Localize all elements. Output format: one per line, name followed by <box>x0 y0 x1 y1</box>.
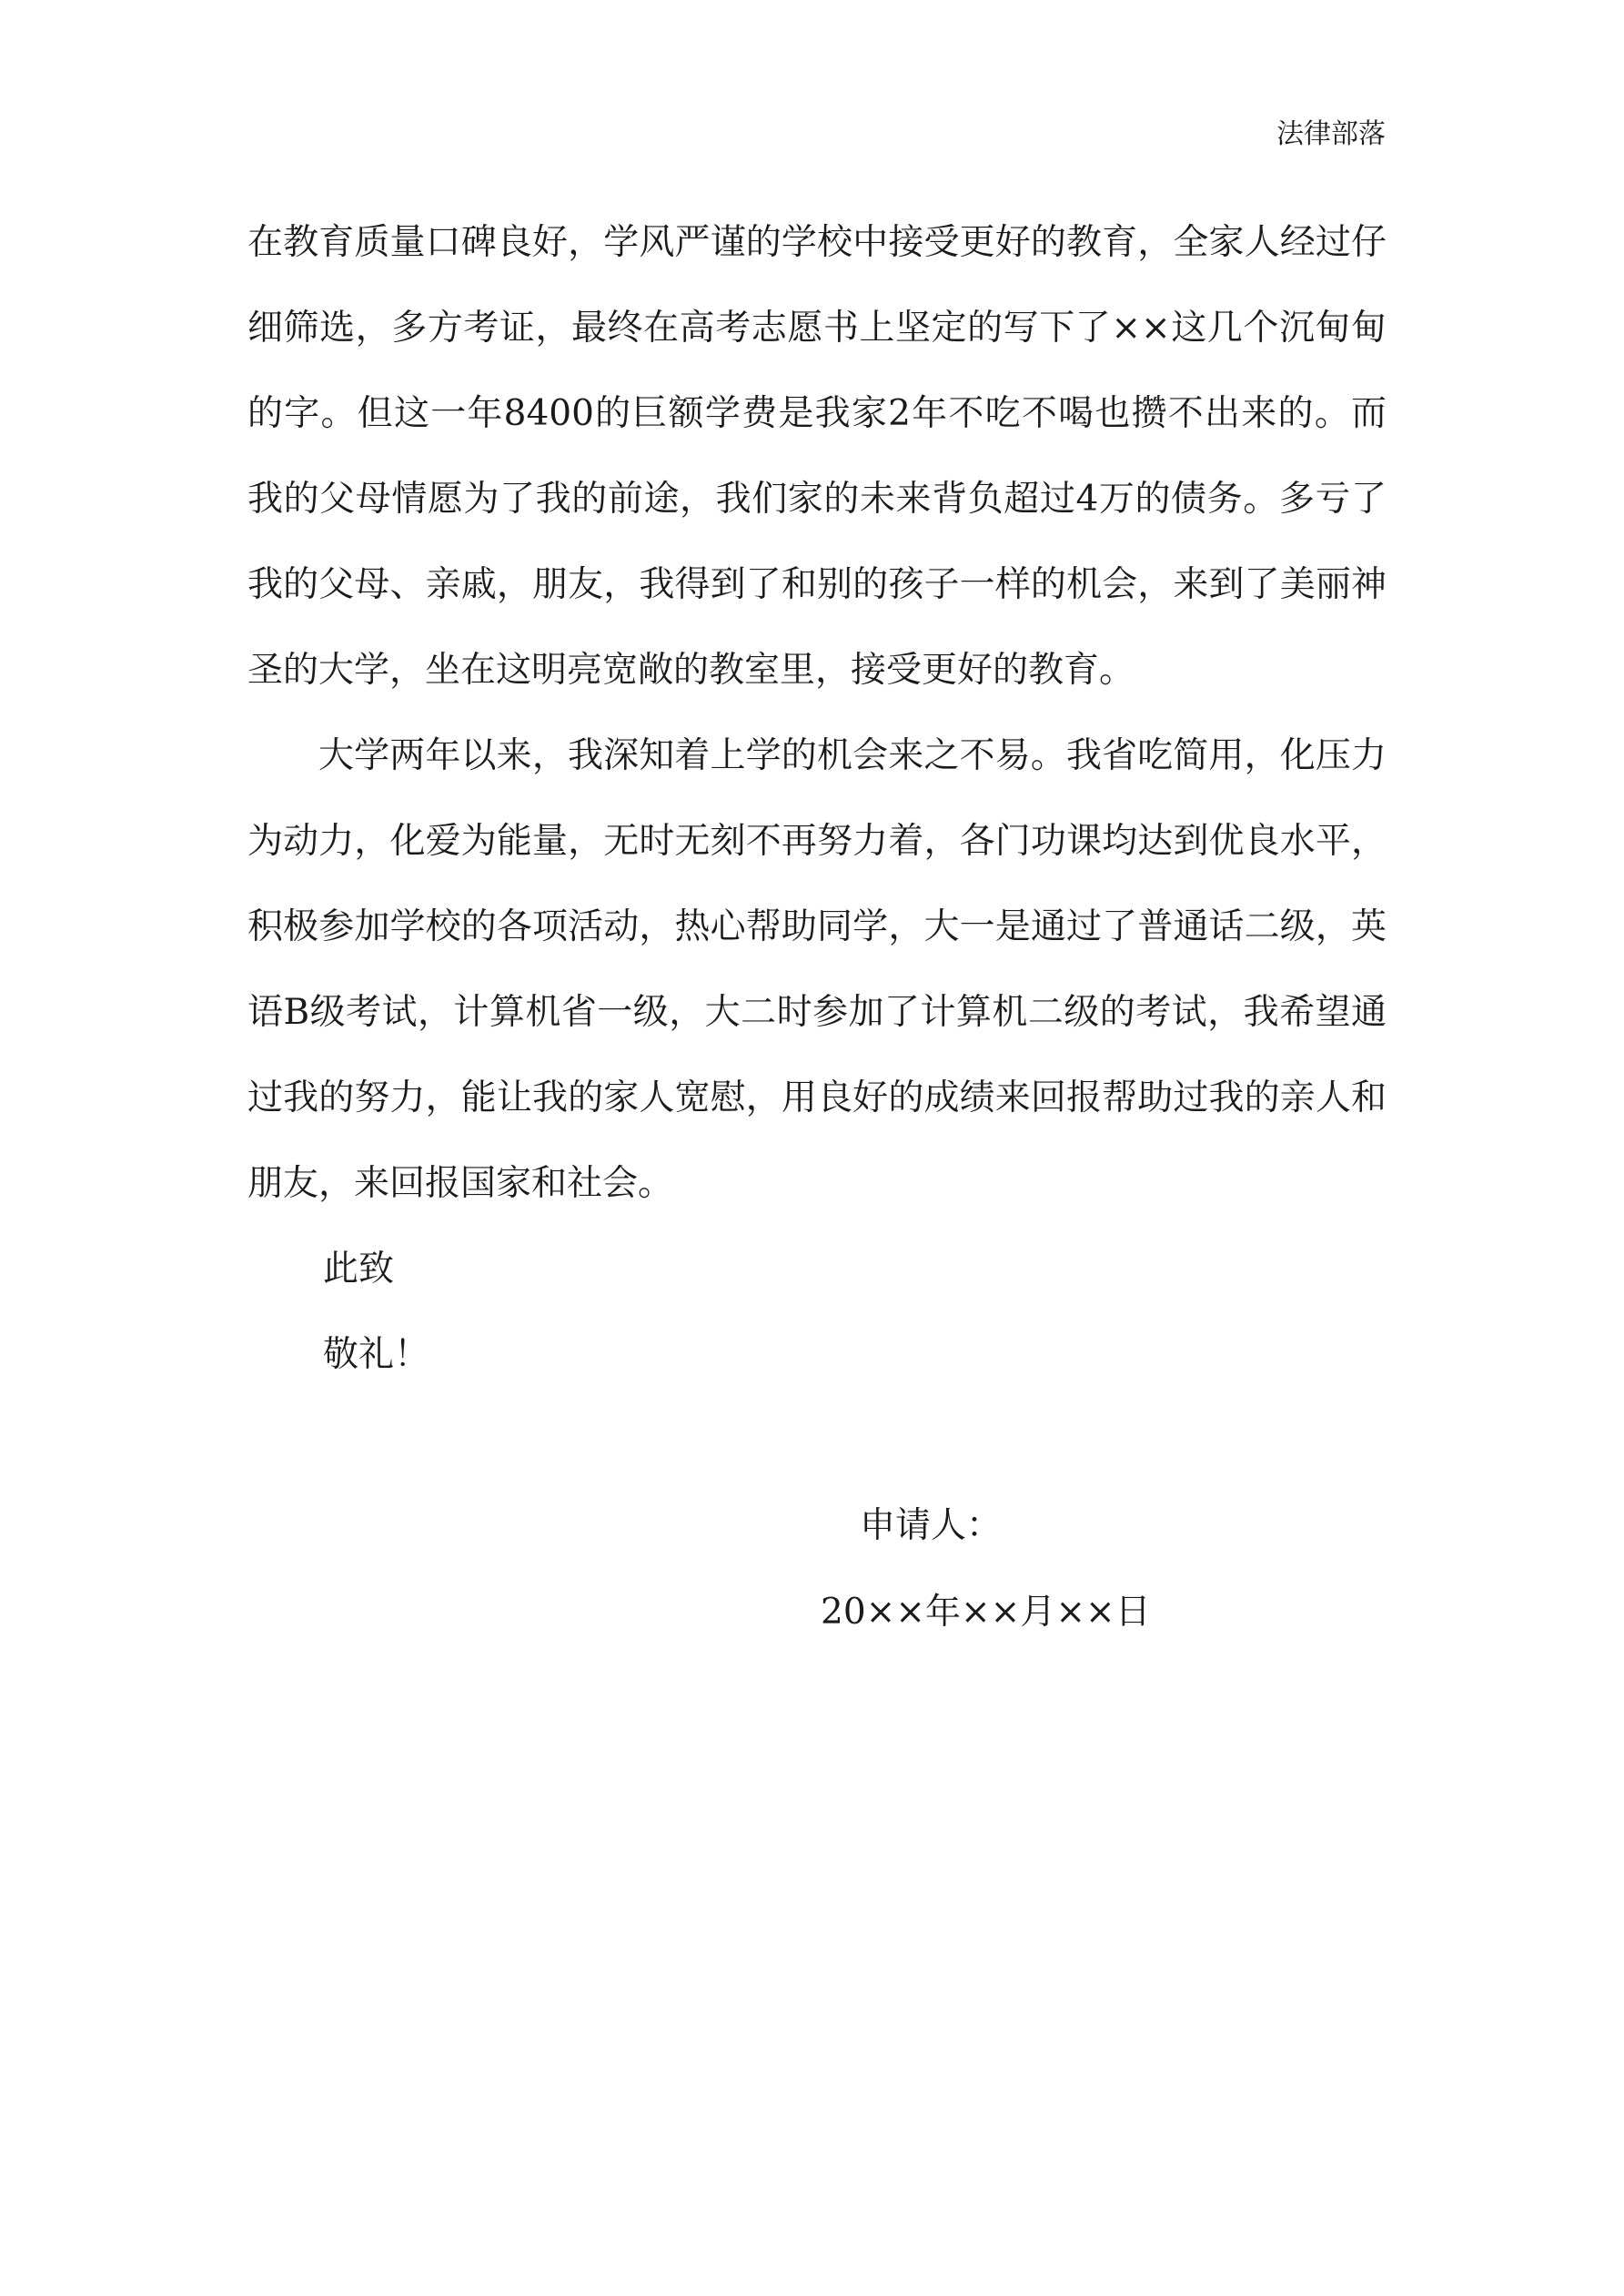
header-brand: 法律部落 <box>1276 118 1386 150</box>
closing-regards: 敬礼！ <box>323 1334 430 1375</box>
paragraph-1: 在教育质量口碑良好，学风严谨的学校中接受更好的教育，全家人经过仔细筛选，多方考证，最终在高考志愿书上坚定的写下了××这几个沉甸甸的字。但这一年8400的巨额学费是我家2年不吃不喝也攒不出来的。而我的父母情愿为了我的前途，我们家的未来背负超过4万的债务。多亏了我的父母、亲戚，朋友，我得到了和别的孩子一样的机会，来到了美丽神圣的大学，坐在这明亮宽敞的教室里，接受更好的教育。 <box>247 222 1387 691</box>
signature-date: 20××年××月××日 <box>821 1592 1151 1633</box>
applicant-label: 申请人： <box>860 1505 1003 1546</box>
paragraph-2: 大学两年以来，我深知着上学的机会来之不易。我省吃简用，化压力为动力，化爱为能量，无时无刻不再努力着，各门功课均达到优良水平，积极参加学校的各项活动，热心帮助同学，大一是通过了普通话二级，英语B级考试，计算机省一级，大二时参加了计算机二级的考试，我希望通过我的努力，能让我的家人宽慰，用良好的成绩来回报帮助过我的亲人和朋友，来回报国家和社会。 <box>247 735 1387 1204</box>
closing-salutation: 此致 <box>323 1249 395 1290</box>
letter-body <box>247 200 1387 1398</box>
